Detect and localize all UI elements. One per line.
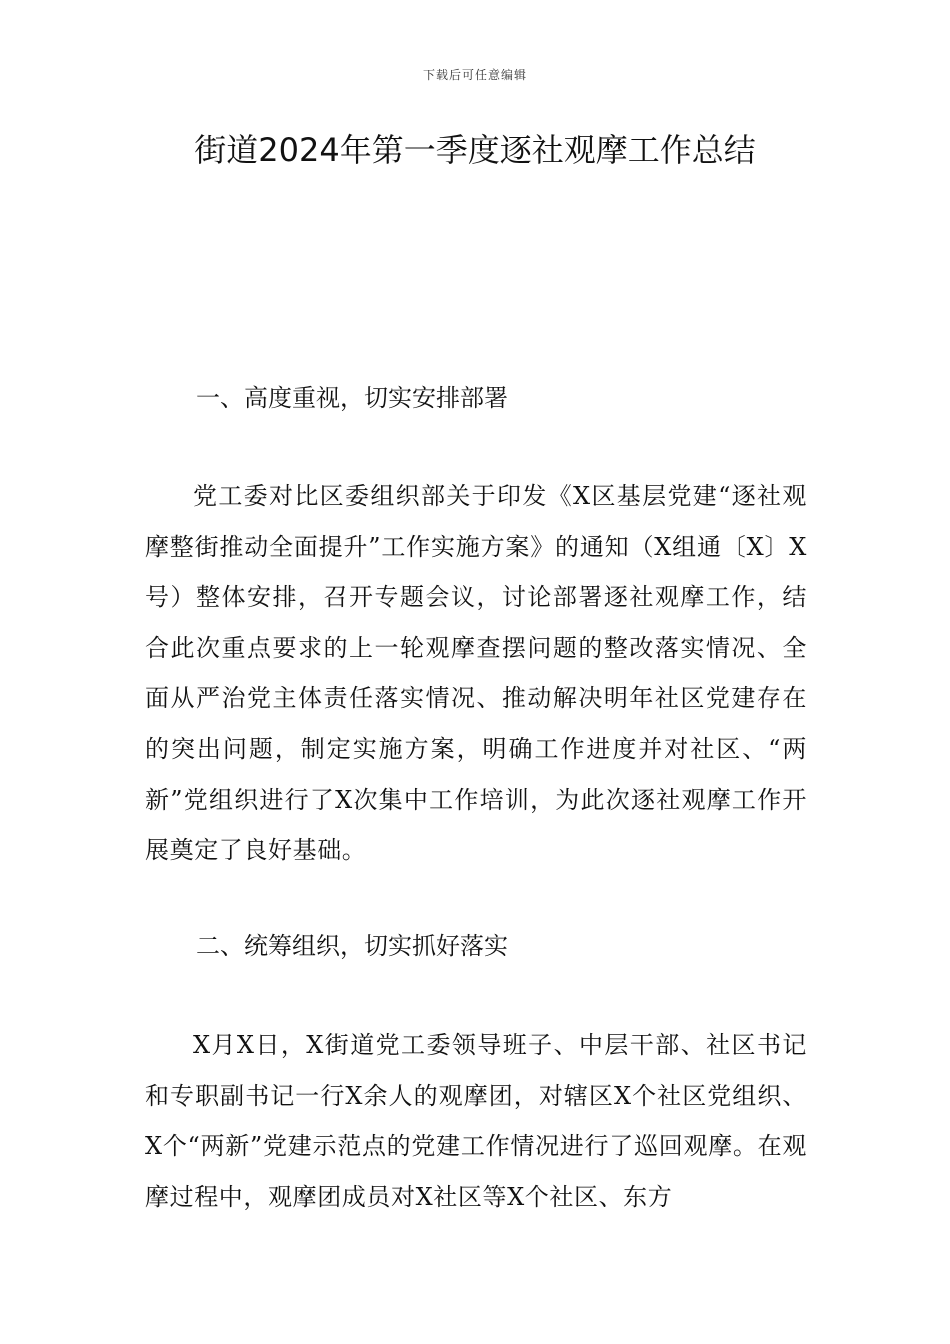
document-title: 街道2024年第一季度逐社观摩工作总结 bbox=[194, 131, 756, 169]
section-heading-1: 一、高度重视，切实安排部署 bbox=[196, 384, 508, 412]
section-paragraph-2: X月X日，X街道党工委领导班子、中层干部、社区书记和专职副书记一行X余人的观摩团，对辖区X个社区党组织、X个“两新”党建示范点的党建工作情况进行了巡回观摩。在观摩过程中，观摩团成员对X社区等X个社区、东方 bbox=[145, 1031, 807, 1211]
header-note: 下载后可任意编辑 bbox=[422, 68, 527, 82]
section-heading-2: 二、统筹组织，切实抓好落实 bbox=[196, 932, 508, 960]
section-paragraph-1: 党工委对比区委组织部关于印发《X区基层党建“逐社观摩整街推动全面提升”工作实施方案》的通知（X组通〔X〕X号）整体安排，召开专题会议，讨论部署逐社观摩工作，结合此次重点要求的上一轮观摩查摆问题的整改落实情况、全面从严治党主体责任落实情况、推动解决明年社区党建存在的突出问题，制定实施方案，明确工作进度并对社区、“两新”党组织进行了X次集中工作培训，为此次逐社观摩工作开展奠定了良好基础。 bbox=[145, 482, 807, 865]
